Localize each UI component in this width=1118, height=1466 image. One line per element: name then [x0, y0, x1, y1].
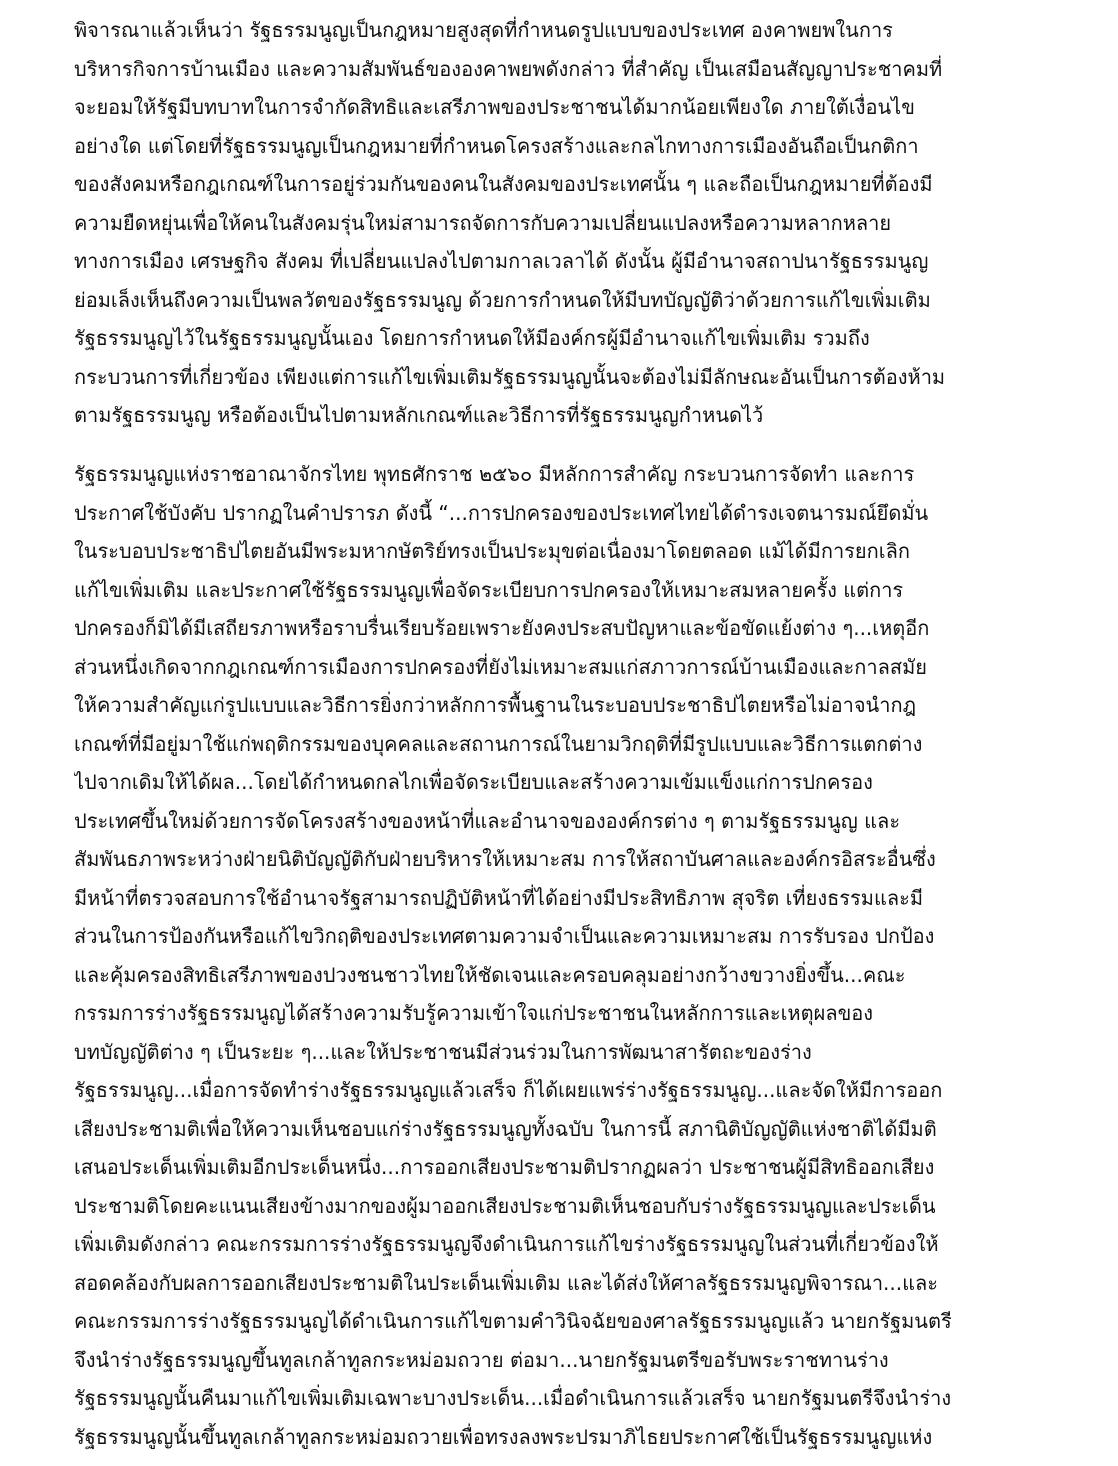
text-line: กระบวนการที่เกี่ยวข้อง เพียงแต่การแก้ไขเพิ่มเติมรัฐธรรมนูญนั้นจะต้องไม่มีลักษณะอันเป็นการต้องห้าม: [74, 364, 946, 389]
text-line: รัฐธรรมนูญนั้นขึ้นทูลเกล้าทูลกระหม่อมถวายเพื่อทรงลงพระปรมาภิไธยประกาศใช้เป็นรัฐธรรมนูญแห่ง: [74, 1424, 933, 1449]
text-line: ส่วนหนึ่งเกิดจากกฎเกณฑ์การเมืองการปกครองที่ยังไม่เหมาะสมแก่สภาวการณ์บ้านเมืองและกาลสมัย: [74, 654, 927, 679]
text-line: ประเทศขึ้นใหม่ด้วยการจัดโครงสร้างของหน้าที่และอำนาจขององค์กรต่าง ๆ ตามรัฐธรรมนูญ และ: [74, 808, 901, 833]
text-line: ประกาศใช้บังคับ ปรากฏในคำปรารภ ดังนี้ “...การปกครองของประเทศไทยได้ดำรงเจตนารมณ์ยึดมั่น: [74, 500, 929, 525]
text-line: ความยืดหยุ่นเพื่อให้คนในสังคมรุ่นใหม่สามารถจัดการกับความเปลี่ยนแปลงหรือความหลากหลาย: [74, 210, 892, 235]
text-line: ประชามติโดยคะแนนเสียงข้างมากของผู้มาออกเสียงประชามติเห็นชอบกับร่างรัฐธรรมนูญและประเด็น: [74, 1193, 936, 1218]
text-line: เพิ่มเติมดังกล่าว คณะกรรมการร่างรัฐธรรมนูญจึงดำเนินการแก้ไขร่างรัฐธรรมนูญในส่วนที่เกี่ยวข้องให้: [74, 1232, 939, 1256]
text-line: ไปจากเดิมให้ได้ผล...โดยได้กำหนดกลไกเพื่อจัดระเบียบและสร้างความเข้มแข็งแก่การปกครอง: [74, 770, 873, 794]
text-line: รัฐธรรมนูญไว้ในรัฐธรรมนูญนั้นเอง โดยการกำหนดให้มีองค์กรผู้มีอำนาจแก้ไขเพิ่มเติม รวมถึง: [74, 326, 870, 350]
text-line: รัฐธรรมนูญ...เมื่อการจัดทำร่างรัฐธรรมนูญแล้วเสร็จ ก็ได้เผยแพร่ร่างรัฐธรรมนูญ...และจัดให้มีการออก: [74, 1078, 943, 1102]
text-line: อย่างใด แต่โดยที่รัฐธรรมนูญเป็นกฎหมายที่กำหนดโครงสร้างและกลไกทางการเมืองอันถือเป็นกติกา: [74, 133, 919, 158]
text-line: จะยอมให้รัฐมีบทบาทในการจำกัดสิทธิและเสรีภาพของประชาชนได้มากน้อยเพียงใด ภายใต้เงื่อนไข: [74, 95, 915, 119]
text-line: ในระบอบประชาธิปไตยอันมีพระมหากษัตริย์ทรงเป็นประมุขต่อเนื่องมาโดยตลอด แม้ได้มีการยกเลิก: [74, 539, 910, 563]
paragraph-1: [74, 11, 1052, 435]
text-line: ทางการเมือง เศรษฐกิจ สังคม ที่เปลี่ยนแปลงไปตามกาลเวลาได้ ดังนั้น ผู้มีอำนาจสถาปนารัฐธรรมนูญ: [74, 249, 929, 273]
text-line: และคุ้มครองสิทธิเสรีภาพของปวงชนชาวไทยให้ชัดเจนและครอบคลุมอย่างกว้างขวางยิ่งขึ้น...คณะ: [74, 962, 906, 987]
text-line: จึงนำร่างรัฐธรรมนูญขึ้นทูลเกล้าทูลกระหม่อมถวาย ต่อมา...นายกรัฐมนตรีขอรับพระราชทานร่าง: [74, 1347, 889, 1372]
text-line: เกณฑ์ที่มีอยู่มาใช้แก่พฤติกรรมของบุคคลและสถานการณ์ในยามวิกฤติที่มีรูปแบบและวิธีการแตกต่าง: [74, 731, 923, 756]
text-line: สัมพันธภาพระหว่างฝ่ายนิติบัญญัติกับฝ่ายบริหารให้เหมาะสม การให้สถาบันศาลและองค์กรอิสระอื่นซึ่ง: [74, 847, 936, 871]
document-page: [74, 0, 1052, 1466]
text-line: ส่วนในการป้องกันหรือแก้ไขวิกฤติของประเทศตามความจำเป็นและความเหมาะสม การรับรอง ปกป้อง: [74, 924, 935, 948]
text-line: ย่อมเล็งเห็นถึงความเป็นพลวัตของรัฐธรรมนูญ ด้วยการกำหนดให้มีบทบัญญัติว่าด้วยการแก้ไขเพิ่มเติม: [74, 287, 931, 312]
text-line: รัฐธรรมนูญแห่งราชอาณาจักรไทย พุทธศักราช ๒๕๖๐ มีหลักการสำคัญ กระบวนการจัดทำ และการ: [74, 462, 915, 486]
text-line: ให้ความสำคัญแก่รูปแบบและวิธีการยิ่งกว่าหลักการพื้นฐานในระบอบประชาธิปไตยหรือไม่อาจนำกฎ: [74, 693, 916, 717]
text-line: ของสังคมหรือกฎเกณฑ์ในการอยู่ร่วมกันของคนในสังคมของประเทศนั้น ๆ และถือเป็นกฎหมายที่ต้องมี: [74, 172, 933, 196]
text-line: ตามรัฐธรรมนูญ หรือต้องเป็นไปตามหลักเกณฑ์และวิธีการที่รัฐธรรมนูญกำหนดไว้: [74, 403, 764, 427]
text-line: คณะกรรมการร่างรัฐธรรมนูญได้ดำเนินการแก้ไขตามคำวินิจฉัยของศาลรัฐธรรมนูญแล้ว นายกรัฐมนตรี: [74, 1309, 952, 1333]
text-line: เสียงประชามติเพื่อให้ความเห็นชอบแก่ร่างรัฐธรรมนูญทั้งฉบับ ในการนี้ สภานิติบัญญัติแห่งชาติได้มีมติ: [74, 1116, 937, 1141]
text-line: รัฐธรรมนูญนั้นคืนมาแก้ไขเพิ่มเติมเฉพาะบางประเด็น...เมื่อดำเนินการแล้วเสร็จ นายกรัฐมนตรีจึงนำร่าง: [74, 1386, 952, 1410]
text-line: ปกครองก็มิได้มีเสถียรภาพหรือราบรื่นเรียบร้อยเพราะยังคงประสบปัญหาและข้อขัดแย้งต่าง ๆ...เหตุอีก: [74, 616, 930, 640]
text-line: สอดคล้องกับผลการออกเสียงประชามติในประเด็นเพิ่มเติม และได้ส่งให้ศาลรัฐธรรมนูญพิจารณา...และ: [74, 1270, 939, 1295]
paragraph-2: [74, 455, 1052, 1456]
text-line: มีหน้าที่ตรวจสอบการใช้อำนาจรัฐสามารถปฏิบัติหน้าที่ได้อย่างมีประสิทธิภาพ สุจริต เที่ยงธรรมและมี: [74, 885, 924, 910]
text-line: พิจารณาแล้วเห็นว่า รัฐธรรมนูญเป็นกฎหมายสูงสุดที่กำหนดรูปแบบของประเทศ องคาพยพในการ: [74, 18, 893, 42]
text-line: บริหารกิจการบ้านเมือง และความสัมพันธ์ขององคาพยพดังกล่าว ที่สำคัญ เป็นเสมือนสัญญาประชาคมที่: [74, 56, 943, 81]
text-line: บทบัญญัติต่าง ๆ เป็นระยะ ๆ...และให้ประชาชนมีส่วนร่วมในการพัฒนาสารัตถะของร่าง: [74, 1039, 812, 1064]
text-line: แก้ไขเพิ่มเติม และประกาศใช้รัฐธรรมนูญเพื่อจัดระเบียบการปกครองให้เหมาะสมหลายครั้ง แต่การ: [74, 577, 904, 602]
text-line: กรรมการร่างรัฐธรรมนูญได้สร้างความรับรู้ความเข้าใจแก่ประชาชนในหลักการและเหตุผลของ: [74, 1001, 874, 1025]
text-line: เสนอประเด็นเพิ่มเติมอีกประเด็นหนึ่ง...การออกเสียงประชามติปรากฏผลว่า ประชาชนผู้มีสิทธิออกเสียง: [74, 1155, 935, 1179]
